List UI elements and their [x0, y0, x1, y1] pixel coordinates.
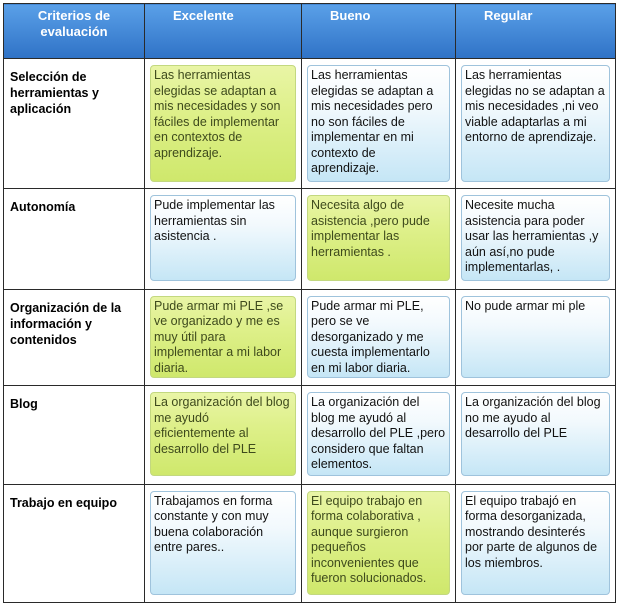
cell-bueno — [302, 59, 456, 189]
cell-excelente — [145, 484, 302, 602]
descriptor-box: Las herramientas elegidas se adaptan a mis necesidades pero no son fáciles de implementar en mi contexto de aprendizaje. — [307, 65, 450, 182]
header-row — [4, 4, 616, 59]
row-autonomia — [4, 189, 616, 289]
header-criteria: Criterios de evaluación — [4, 4, 145, 59]
descriptor-box: No pude armar mi ple — [461, 296, 610, 378]
row-seleccion — [4, 59, 616, 189]
cell-bueno — [302, 289, 456, 385]
criterion-label: Selección de herramientas y aplicación — [4, 59, 145, 189]
descriptor-box: La organización del blog no me ayudo al desarrollo del PLE — [461, 392, 610, 476]
descriptor-box: El equipo trabajo en forma colaborativa , aunque surgieron pequeños inconvenientes que fueron solucionados. — [307, 491, 450, 595]
criterion-label: Autonomía — [4, 189, 145, 289]
criterion-label: Blog — [4, 386, 145, 484]
cell-excelente — [145, 289, 302, 385]
cell-bueno — [302, 189, 456, 289]
cell-regular — [456, 386, 616, 484]
row-trabajo-equipo — [4, 484, 616, 602]
cell-excelente — [145, 59, 302, 189]
descriptor-box: Trabajamos en forma constante y con muy buena colaboración entre pares.. — [150, 491, 296, 595]
cell-bueno — [302, 386, 456, 484]
criterion-label: Organización de la información y contenidos — [4, 289, 145, 385]
descriptor-box: Necesite mucha asistencia para poder usar las herramientas ,y aún así,no pude implementarlas, . — [461, 195, 610, 281]
rubric-table — [3, 3, 616, 603]
cell-excelente — [145, 386, 302, 484]
criterion-label: Trabajo en equipo — [4, 484, 145, 602]
cell-regular — [456, 189, 616, 289]
descriptor-box: La organización del blog me ayudó al desarrollo del PLE ,pero considero que faltan elementos. — [307, 392, 450, 476]
descriptor-box: Pude armar mi PLE, pero se ve desorganizado y me cuesta implementarlo en mi labor diaria. — [307, 296, 450, 378]
cell-regular — [456, 484, 616, 602]
cell-excelente — [145, 189, 302, 289]
descriptor-box: El equipo trabajó en forma desorganizada, mostrando desinterés por parte de algunos de los miembros. — [461, 491, 610, 595]
cell-regular — [456, 289, 616, 385]
header-excelente: Excelente — [145, 4, 302, 59]
header-regular: Regular — [456, 4, 616, 59]
cell-bueno — [302, 484, 456, 602]
descriptor-box: Las herramientas elegidas no se adaptan a mis necesidades ,ni veo viable adaptarlas a mi entorno de aprendizaje. — [461, 65, 610, 182]
row-organizacion — [4, 289, 616, 385]
row-blog — [4, 386, 616, 484]
descriptor-box: Pude implementar las herramientas sin asistencia . — [150, 195, 296, 281]
descriptor-box: La organización del blog me ayudó eficientemente al desarrollo del PLE — [150, 392, 296, 476]
descriptor-box: Necesita algo de asistencia ,pero pude implementar las herramientas . — [307, 195, 450, 281]
descriptor-box: Pude armar mi PLE ,se ve organizado y me es muy útil para implementar a mi labor diaria. — [150, 296, 296, 378]
cell-regular — [456, 59, 616, 189]
header-bueno: Bueno — [302, 4, 456, 59]
descriptor-box: Las herramientas elegidas se adaptan a mis necesidades y son fáciles de implementar en contextos de aprendizaje. — [150, 65, 296, 182]
